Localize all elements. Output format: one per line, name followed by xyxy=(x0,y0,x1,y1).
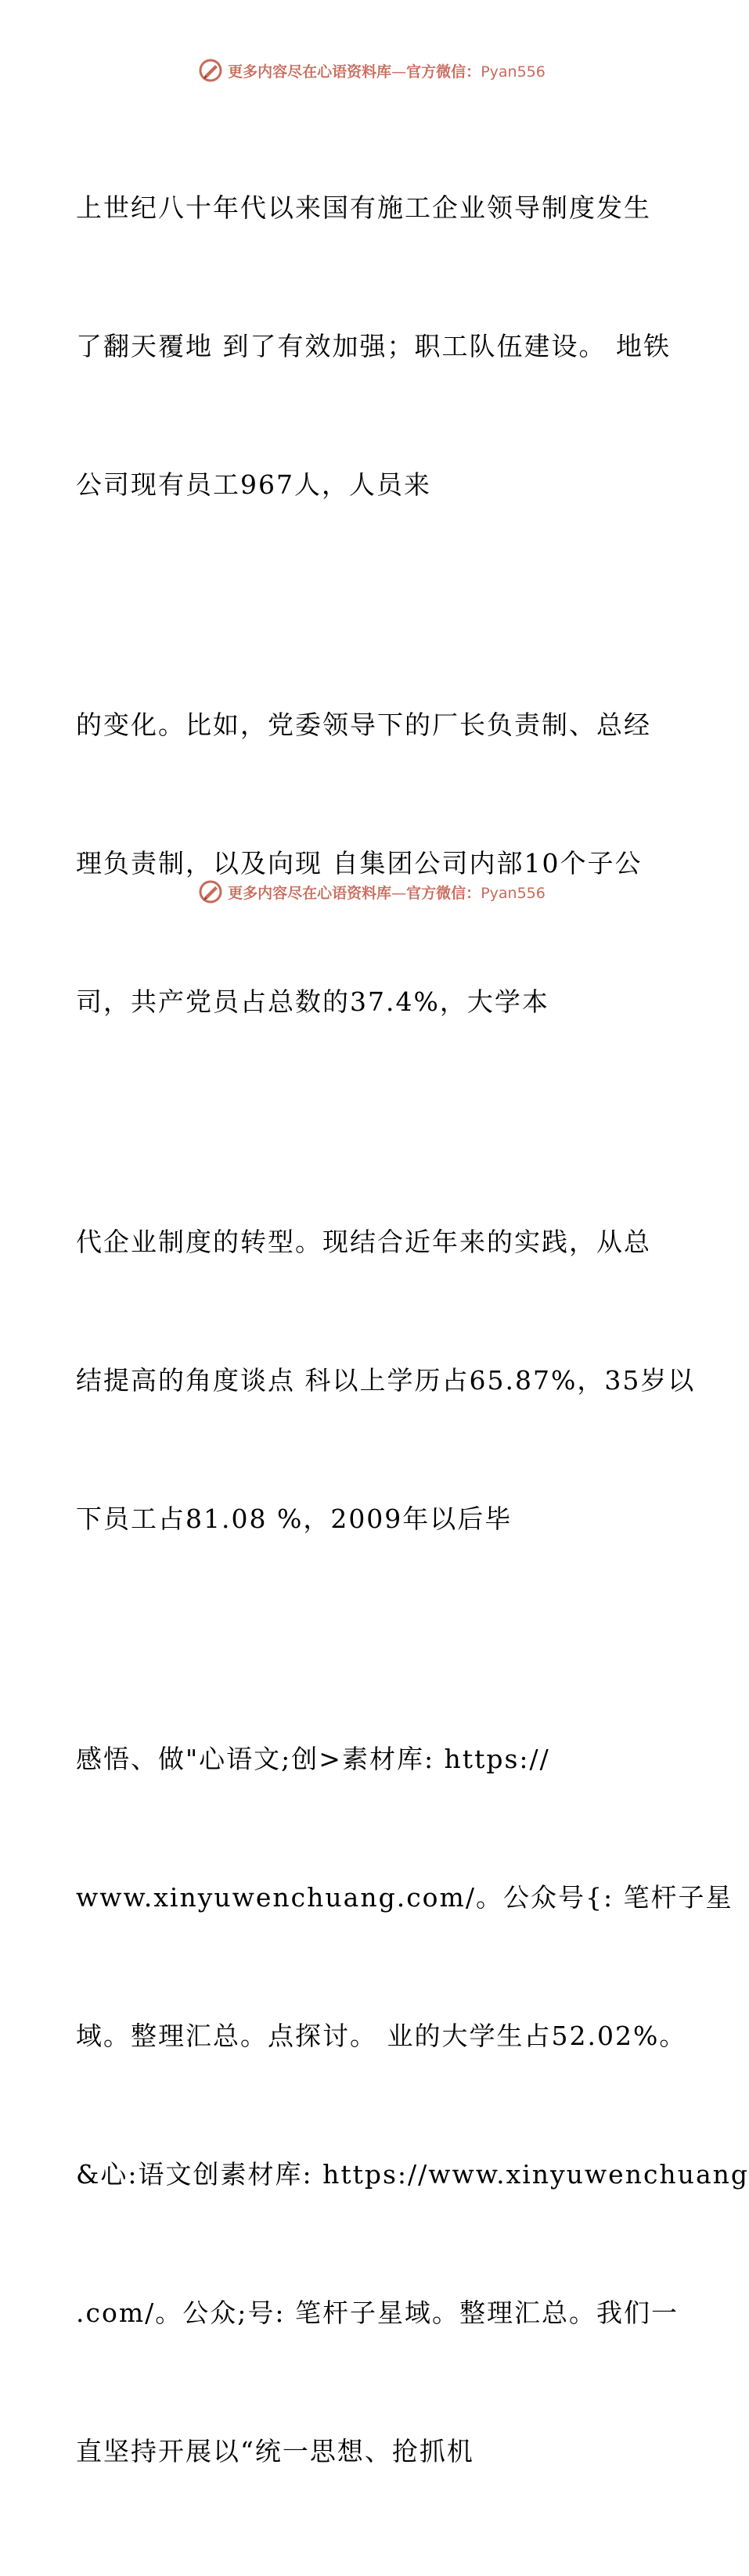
header-brand xyxy=(0,55,744,86)
header-brand-id: Pyan556 xyxy=(481,63,546,81)
text-line: 直坚持开展以“统一思想、抢抓机 xyxy=(76,2436,474,2466)
paragraph xyxy=(76,609,671,1117)
text-line: 理负责制，以及向现 自集团公司内部10个子公 xyxy=(76,848,643,878)
document-body xyxy=(76,92,749,2576)
footer-brand-main: 更多内容尽在心语资料库 xyxy=(228,884,392,902)
text-line: 代企业制度的转型。现结合近年来的实践，从总 xyxy=(76,1227,651,1257)
paragraph xyxy=(76,1126,696,1634)
header-brand-main: 更多内容尽在心语资料库 xyxy=(228,63,392,81)
text-line: 的变化。比如，党委领导下的厂长负责制、总经 xyxy=(76,710,651,740)
header-brand-text xyxy=(228,60,546,81)
text-line: 结提高的角度谈点 科以上学历占65.87%，35岁以 xyxy=(76,1365,696,1396)
text-line: .com/。公众;号: 笔杆子星域。整理汇总。我们一 xyxy=(76,2298,679,2328)
brand-logo-icon xyxy=(198,58,223,83)
footer-brand-sep: — xyxy=(391,884,407,902)
footer-brand xyxy=(0,876,744,907)
text-line: 公司现有员工967人，人员来 xyxy=(76,469,431,500)
paragraph xyxy=(76,1644,749,2567)
text-line: 了翻天覆地 到了有效加强；职工队伍建设。 地铁 xyxy=(76,331,671,361)
footer-brand-tail: 官方微信： xyxy=(406,884,481,902)
footer-brand-id: Pyan556 xyxy=(481,884,546,902)
paragraph xyxy=(76,92,671,600)
text-line: 下员工占81.08 %，2009年以后毕 xyxy=(76,1504,513,1534)
text-line: 上世纪八十年代以来国有施工企业领导制度发生 xyxy=(76,192,651,223)
header-brand-sep: — xyxy=(391,63,407,81)
text-line: 域。整理汇总。点探讨。 业的大学生占52.02%。 xyxy=(76,2021,687,2051)
text-line: &心:语文创素材库: https://www.xinyuwenchuang xyxy=(76,2159,749,2190)
text-line: 司，共产党员占总数的37.4%，大学本 xyxy=(76,986,549,1017)
brand-logo-icon xyxy=(198,879,223,904)
footer-brand-text xyxy=(228,882,546,903)
text-line: www.xinyuwenchuang.com/。公众号{: 笔杆子星 xyxy=(76,1882,733,1913)
text-line: 感悟、做"心语文;创>素材库: https:// xyxy=(76,1744,550,1774)
header-brand-tail: 官方微信： xyxy=(406,63,481,81)
